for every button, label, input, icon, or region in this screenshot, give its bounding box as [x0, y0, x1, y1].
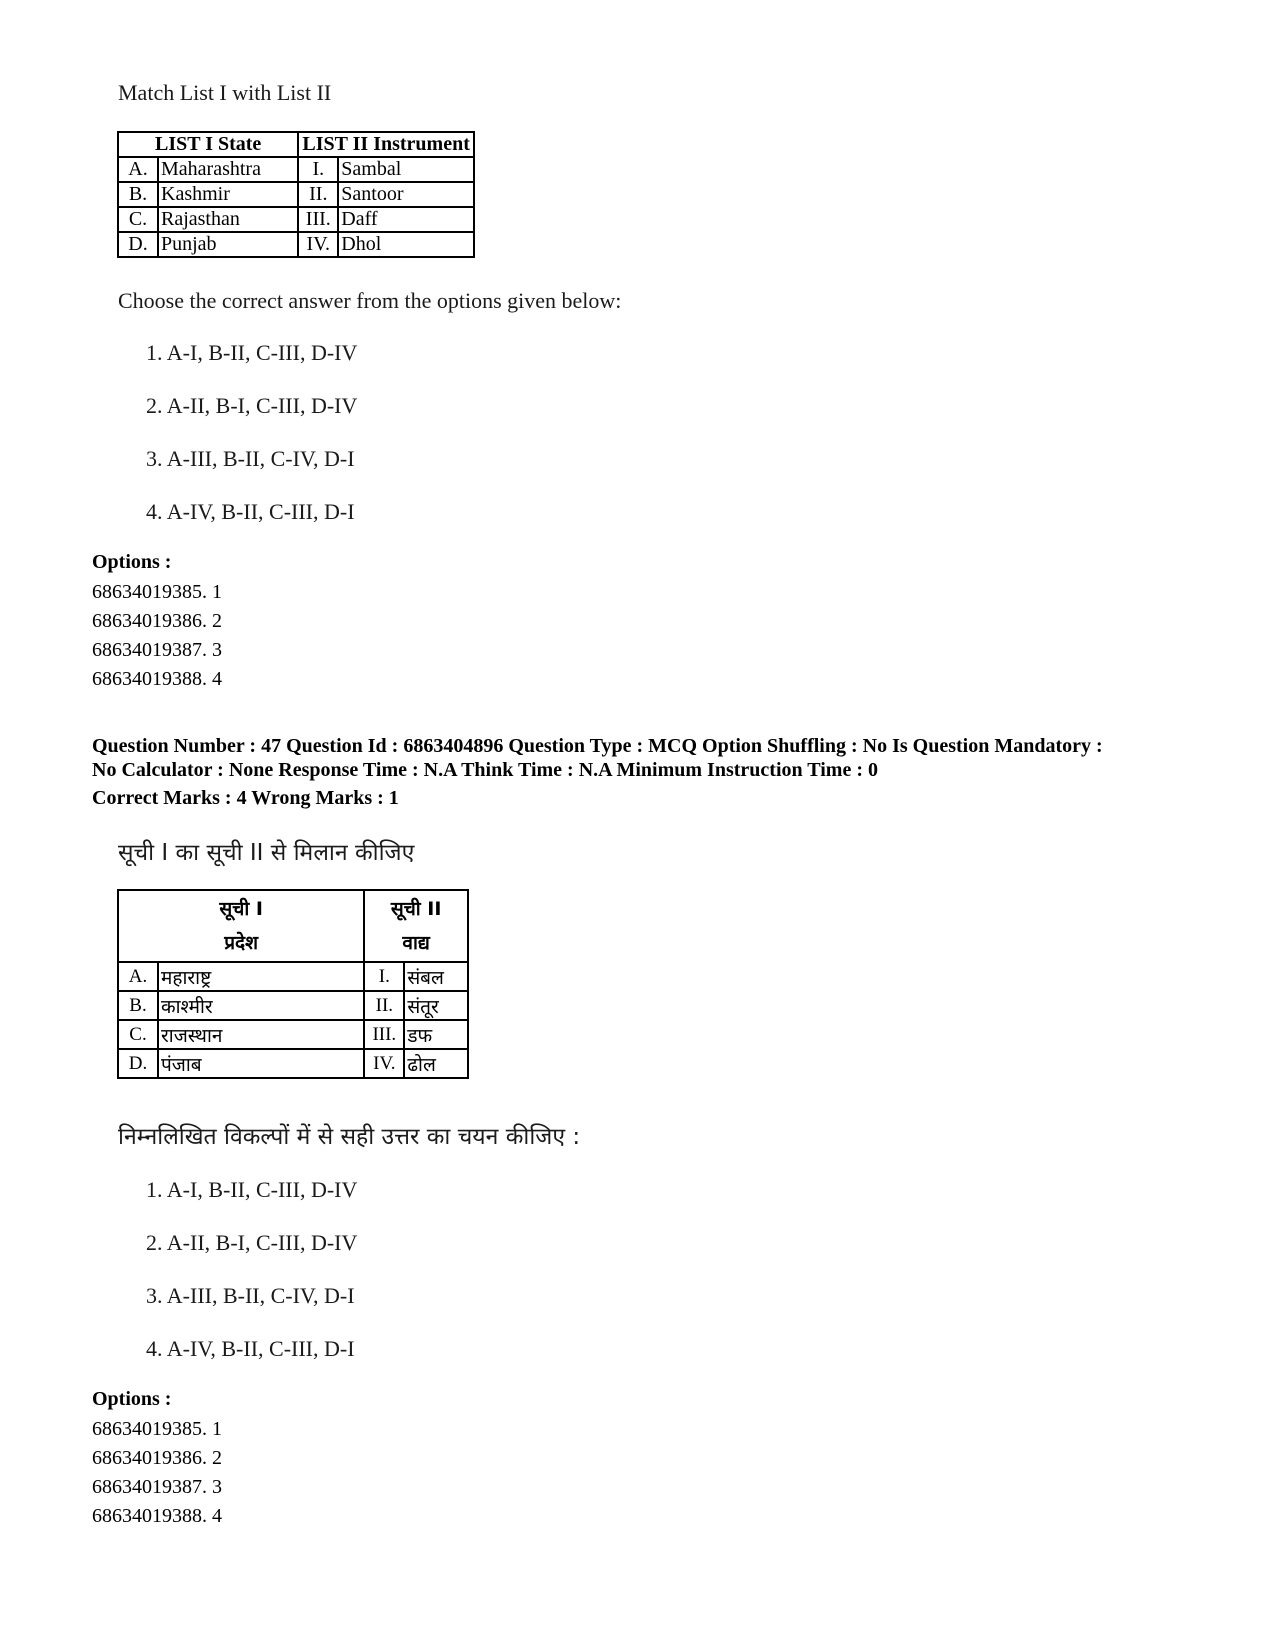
option-item: 68634019388. 4: [92, 1505, 222, 1527]
row-letter: B.: [118, 182, 158, 207]
row-numeral: III.: [298, 207, 338, 232]
header-title: सूची II: [390, 898, 442, 920]
row-instrument: ढोल: [404, 1049, 468, 1078]
row-state: Maharashtra: [158, 157, 298, 182]
row-instrument: संबल: [404, 962, 468, 991]
row-letter: B.: [118, 991, 158, 1020]
question-instruction: Choose the correct answer from the options given below:: [118, 288, 622, 313]
row-instrument: Sambal: [338, 157, 474, 182]
row-letter: D.: [118, 1049, 158, 1078]
option-item: 68634019387. 3: [92, 1476, 222, 1498]
table-row: [118, 1049, 468, 1078]
option-item: 68634019387. 3: [92, 639, 222, 661]
option-item: 68634019385. 1: [92, 581, 222, 603]
question-instruction: निम्नलिखित विकल्पों में से सही उत्तर का चयन कीजिए :: [118, 1124, 581, 1150]
row-letter: C.: [118, 1020, 158, 1049]
row-state: Kashmir: [158, 182, 298, 207]
row-letter: A.: [118, 962, 158, 991]
row-numeral: II.: [298, 182, 338, 207]
row-numeral: III.: [364, 1020, 404, 1049]
row-numeral: IV.: [364, 1049, 404, 1078]
table-row: [118, 991, 468, 1020]
table-header-list2: LIST II Instrument: [298, 132, 474, 157]
row-instrument: Santoor: [338, 182, 474, 207]
table-header-list2: [364, 890, 468, 962]
row-instrument: संतूर: [404, 991, 468, 1020]
row-instrument: Dhol: [338, 232, 474, 257]
row-state: Punjab: [158, 232, 298, 257]
option-item: 68634019386. 2: [92, 1447, 222, 1469]
row-state: काश्मीर: [158, 991, 364, 1020]
option-item: 68634019385. 1: [92, 1418, 222, 1440]
row-instrument: डफ: [404, 1020, 468, 1049]
choice-item: 2. A-II, B-I, C-III, D-IV: [146, 393, 358, 418]
row-numeral: IV.: [298, 232, 338, 257]
row-state: राजस्थान: [158, 1020, 364, 1049]
table-row: [118, 962, 468, 991]
question-meta-line: No Calculator : None Response Time : N.A Think Time : N.A Minimum Instruction Time : 0: [92, 759, 878, 781]
row-instrument: Daff: [338, 207, 474, 232]
row-numeral: I.: [298, 157, 338, 182]
table-row: [118, 157, 474, 182]
choice-item: 4. A-IV, B-II, C-III, D-I: [146, 1336, 355, 1361]
row-letter: D.: [118, 232, 158, 257]
header-subtitle: वाद्य: [402, 932, 430, 954]
options-list: [92, 1415, 222, 1531]
match-table: [117, 131, 475, 258]
choice-item: 2. A-II, B-I, C-III, D-IV: [146, 1230, 358, 1255]
table-row: [118, 232, 474, 257]
row-state: Rajasthan: [158, 207, 298, 232]
table-row: [118, 182, 474, 207]
options-label: Options :: [92, 1388, 172, 1410]
option-item: 68634019388. 4: [92, 668, 222, 690]
question-stem: Match List I with List II: [118, 80, 332, 105]
match-table: [117, 889, 469, 1079]
table-header-list1: [118, 890, 364, 962]
choice-item: 4. A-IV, B-II, C-III, D-I: [146, 499, 355, 524]
question-meta-line: Question Number : 47 Question Id : 6863404896 Question Type : MCQ Option Shuffling : No Is Question Mandatory :: [92, 735, 1103, 757]
row-state: महाराष्ट्र: [158, 962, 364, 991]
row-state: पंजाब: [158, 1049, 364, 1078]
options-list: [92, 578, 222, 694]
table-row: [118, 207, 474, 232]
row-letter: A.: [118, 157, 158, 182]
header-title: सूची I: [219, 898, 263, 920]
question-stem: सूची I का सूची II से मिलान कीजिए: [118, 840, 415, 866]
row-numeral: I.: [364, 962, 404, 991]
row-letter: C.: [118, 207, 158, 232]
question-marks: Correct Marks : 4 Wrong Marks : 1: [92, 787, 399, 809]
choice-item: 3. A-III, B-II, C-IV, D-I: [146, 446, 355, 471]
choice-item: 3. A-III, B-II, C-IV, D-I: [146, 1283, 355, 1308]
table-row: [118, 1020, 468, 1049]
option-item: 68634019386. 2: [92, 610, 222, 632]
question-meta: [92, 734, 1103, 810]
choice-item: 1. A-I, B-II, C-III, D-IV: [146, 340, 358, 365]
row-numeral: II.: [364, 991, 404, 1020]
choice-item: 1. A-I, B-II, C-III, D-IV: [146, 1177, 358, 1202]
table-header-list1: LIST I State: [118, 132, 298, 157]
header-subtitle: प्रदेश: [224, 932, 259, 954]
options-label: Options :: [92, 551, 172, 573]
